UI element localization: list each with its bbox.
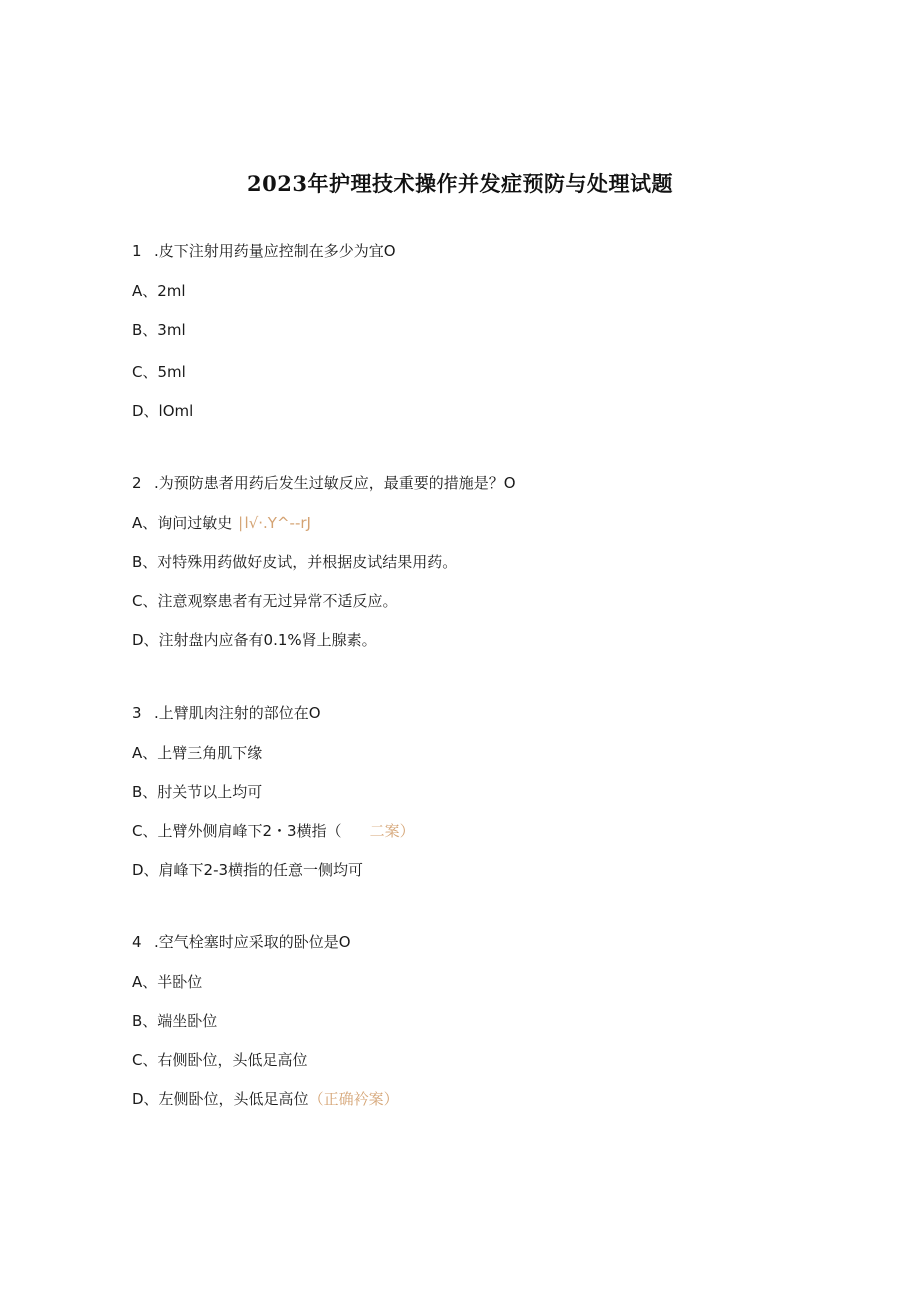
option-label: B、对特殊用药做好皮试，并根据皮试结果用药。 — [132, 553, 458, 571]
answer-annotation: 二案） — [369, 822, 415, 840]
question-1 — [132, 240, 832, 439]
option-label: C、右侧卧位，头低足高位 — [132, 1051, 308, 1069]
question-4 — [132, 931, 832, 1127]
option-b — [132, 1010, 832, 1049]
option-label: A、上臂三角肌下缘 — [132, 744, 263, 762]
option-b — [132, 551, 832, 590]
option-c — [132, 590, 832, 629]
question-stem — [132, 472, 832, 511]
option-c — [132, 361, 832, 400]
option-d — [132, 629, 832, 668]
question-text: .皮下注射用药量应控制在多少为宜O — [154, 242, 396, 260]
option-d — [132, 859, 832, 898]
question-2 — [132, 472, 832, 668]
question-text: .为预防患者用药后发生过敏反应，最重要的措施是？O — [154, 474, 516, 492]
option-label: A、2ml — [132, 282, 186, 300]
question-stem — [132, 702, 832, 741]
option-label: D、肩峰下2-3横指的任意一侧均可 — [132, 861, 364, 879]
option-label: D、lOml — [132, 402, 194, 420]
question-number: 2 — [132, 474, 142, 492]
option-b — [132, 781, 832, 820]
question-3 — [132, 702, 832, 898]
question-number: 3 — [132, 704, 142, 722]
option-label: C、上臂外侧肩峰下2・3横指（ — [132, 822, 342, 840]
option-label: C、注意观察患者有无过异常不适反应。 — [132, 592, 398, 610]
option-a — [132, 971, 832, 1010]
question-number: 4 — [132, 933, 142, 951]
option-label: D、左侧卧位，头低足高位 — [132, 1090, 309, 1108]
option-c — [132, 1049, 832, 1088]
answer-annotation: ∣l√·.Y^--rJ — [237, 514, 311, 532]
question-text: .空气栓塞时应采取的卧位是O — [154, 933, 351, 951]
option-a — [132, 280, 832, 319]
option-label: D、注射盘内应备有0.1%肾上腺素。 — [132, 631, 377, 649]
question-text: .上臂肌肉注射的部位在O — [154, 704, 321, 722]
question-stem — [132, 240, 832, 279]
question-stem — [132, 931, 832, 970]
option-label: A、询问过敏史 — [132, 514, 233, 532]
option-label: A、半卧位 — [132, 973, 203, 991]
option-d — [132, 1088, 832, 1127]
document-title: 2023年护理技术操作并发症预防与处理试题 — [247, 171, 673, 196]
option-label: B、肘关节以上均可 — [132, 783, 263, 801]
answer-annotation: （正确衿案） — [308, 1090, 399, 1108]
option-d — [132, 400, 832, 439]
option-a — [132, 512, 832, 551]
option-label: B、端坐卧位 — [132, 1012, 218, 1030]
option-label: C、5ml — [132, 363, 186, 381]
question-number: 1 — [132, 242, 142, 260]
option-a — [132, 742, 832, 781]
option-b — [132, 319, 832, 358]
option-label: B、3ml — [132, 321, 186, 339]
option-c — [132, 820, 832, 859]
